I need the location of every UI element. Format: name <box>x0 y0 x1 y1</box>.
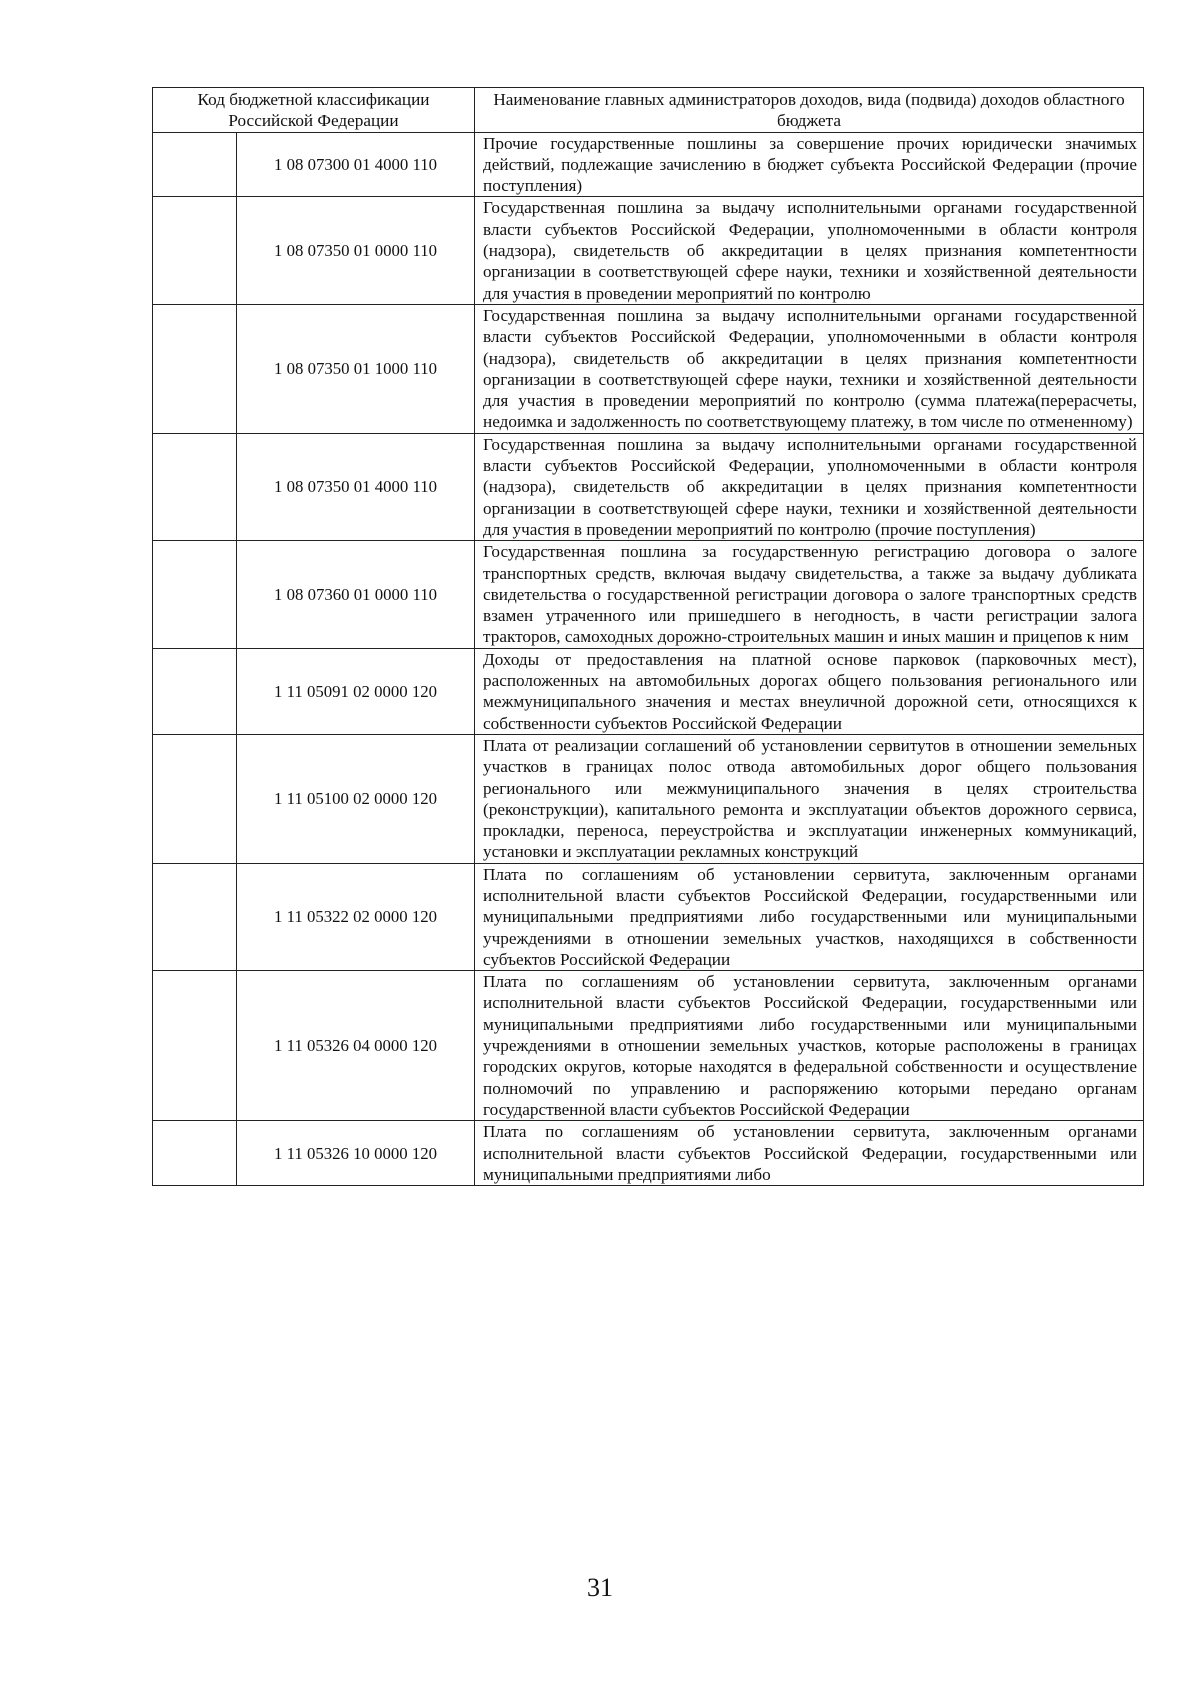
admin-code-cell <box>153 1121 237 1186</box>
revenue-name-cell: Плата по соглашениям об установлении сервитута, заключенным органами исполнительной власти субъектов Российской Федерации, государственными или муниципальными предприятиями либо государственными или муниципальными учреждениями в отношении земельных участков, которые расположены в границах городских округов, которые находятся в федеральной собственности и осуществление полномочий по управлению и распоряжению которыми передано органам государственной власти субъектов Российской Федерации <box>475 971 1144 1121</box>
budget-code-cell: 1 11 05326 04 0000 120 <box>237 971 475 1121</box>
admin-code-cell <box>153 132 237 197</box>
revenue-name-cell: Государственная пошлина за выдачу исполнительными органами государственной власти субъектов Российской Федерации, уполномоченными в области контроля (надзора), свидетельств об аккредитации в целях признания компетентности организации в соответствующей сфере науки, техники и хозяйственной деятельности для участия в проведении мероприятий по контролю (сумма платежа(перерасчеты, недоимка и задолженность по соответствующему платежу, в том числе по отмененному) <box>475 304 1144 433</box>
revenue-name-cell: Государственная пошлина за выдачу исполнительными органами государственной власти субъектов Российской Федерации, уполномоченными в области контроля (надзора), свидетельств об аккредитации в целях признания компетентности организации в соответствующей сфере науки, техники и хозяйственной деятельности для участия в проведении мероприятий по контролю (прочие поступления) <box>475 433 1144 540</box>
document-page <box>152 87 1143 1186</box>
budget-code-cell: 1 08 07360 01 0000 110 <box>237 541 475 648</box>
admin-code-cell <box>153 433 237 540</box>
revenue-name-cell: Плата по соглашениям об установлении сервитута, заключенным органами исполнительной власти субъектов Российской Федерации, государственными или муниципальными предприятиями либо <box>475 1121 1144 1186</box>
table-row <box>153 197 1144 304</box>
table-row <box>153 433 1144 540</box>
budget-code-cell: 1 11 05100 02 0000 120 <box>237 734 475 863</box>
budget-code-cell: 1 08 07350 01 1000 110 <box>237 304 475 433</box>
revenue-name-cell: Прочие государственные пошлины за совершение прочих юридически значимых действий, подлежащие зачислению в бюджет субъекта Российской Федерации (прочие поступления) <box>475 132 1144 197</box>
table-body <box>153 132 1144 1186</box>
admin-code-cell <box>153 304 237 433</box>
revenue-name-cell: Государственная пошлина за государственную регистрацию договора о залоге транспортных средств, включая выдачу свидетельства, а также за выдачу дубликата свидетельства о государственной регистрации договора о залоге транспортных средств взамен утраченного или пришедшего в негодность, в части регистрации залога тракторов, самоходных дорожно-строительных машин и иных машин и прицепов к ним <box>475 541 1144 648</box>
budget-code-cell: 1 08 07350 01 0000 110 <box>237 197 475 304</box>
admin-code-cell <box>153 648 237 734</box>
revenue-name-cell: Доходы от предоставления на платной основе парковок (парковочных мест), расположенных на автомобильных дорогах общего пользования регионального или межмуниципального значения и местах внеуличной дорожной сети, относящихся к собственности субъектов Российской Федерации <box>475 648 1144 734</box>
table-row <box>153 541 1144 648</box>
budget-code-cell: 1 08 07350 01 4000 110 <box>237 433 475 540</box>
header-name-column: Наименование главных администраторов доходов, вида (подвида) доходов областного бюджета <box>475 88 1144 133</box>
budget-code-cell: 1 08 07300 01 4000 110 <box>237 132 475 197</box>
revenue-name-cell: Плата от реализации соглашений об установлении сервитутов в отношении земельных участков в границах полос отвода автомобильных дорог общего пользования регионального или межмуниципального значения в целях строительства (реконструкции), капитального ремонта и эксплуатации объектов дорожного сервиса, прокладки, переноса, переустройства и эксплуатации инженерных коммуникаций, установки и эксплуатации рекламных конструкций <box>475 734 1144 863</box>
revenue-name-cell: Государственная пошлина за выдачу исполнительными органами государственной власти субъектов Российской Федерации, уполномоченными в области контроля (надзора), свидетельств об аккредитации в целях признания компетентности организации в соответствующей сфере науки, техники и хозяйственной деятельности для участия в проведении мероприятий по контролю <box>475 197 1144 304</box>
admin-code-cell <box>153 197 237 304</box>
admin-code-cell <box>153 863 237 970</box>
table-row <box>153 971 1144 1121</box>
table-row <box>153 132 1144 197</box>
table-row <box>153 1121 1144 1186</box>
revenue-classification-table <box>152 87 1144 1186</box>
table-header-row <box>153 88 1144 133</box>
budget-code-cell: 1 11 05091 02 0000 120 <box>237 648 475 734</box>
header-code-column: Код бюджетной классификации Российской Федерации <box>153 88 475 133</box>
revenue-name-cell: Плата по соглашениям об установлении сервитута, заключенным органами исполнительной власти субъектов Российской Федерации, государственными или муниципальными предприятиями либо государственными или муниципальными учреждениями в отношении земельных участков, находящихся в собственности субъектов Российской Федерации <box>475 863 1144 970</box>
table-row <box>153 734 1144 863</box>
budget-code-cell: 1 11 05322 02 0000 120 <box>237 863 475 970</box>
table-row <box>153 304 1144 433</box>
admin-code-cell <box>153 734 237 863</box>
admin-code-cell <box>153 541 237 648</box>
budget-code-cell: 1 11 05326 10 0000 120 <box>237 1121 475 1186</box>
table-row <box>153 648 1144 734</box>
page-number: 31 <box>587 1573 613 1602</box>
admin-code-cell <box>153 971 237 1121</box>
table-row <box>153 863 1144 970</box>
